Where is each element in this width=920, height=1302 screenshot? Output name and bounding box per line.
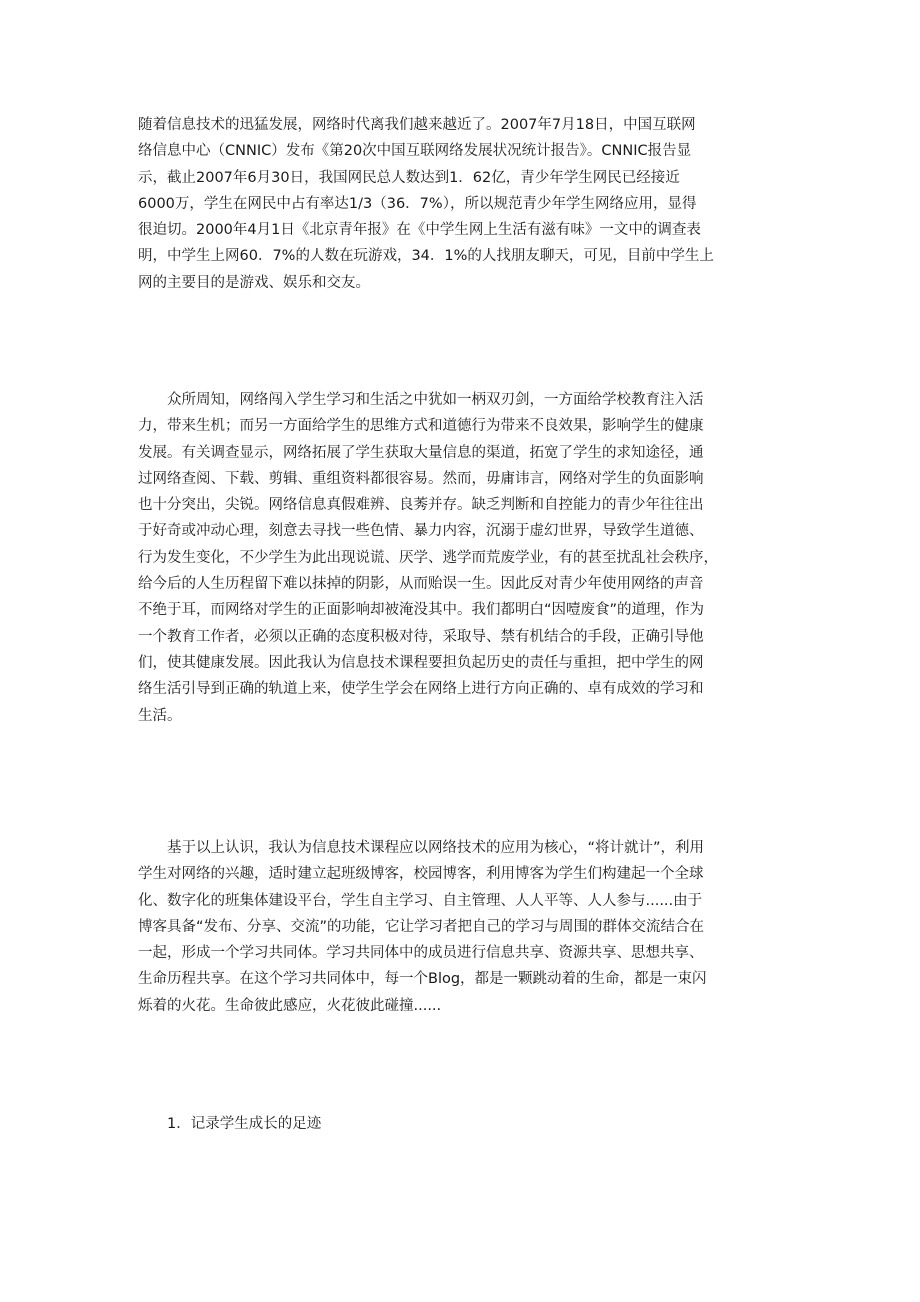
text-line: 烁着的火花。生命彼此感应，火花彼此碰撞...... xyxy=(138,997,442,1014)
text-line: 基于以上认识，我认为信息技术课程应以网络技术的应用为核心，“将计就计”，利用 xyxy=(138,840,705,856)
text-line: 也十分突出，尖锐。网络信息真假难辨、良莠并存。缺乏判断和自控能力的青少年往往出 xyxy=(138,497,704,514)
text-line: 络生活引导到正确的轨道上来，使学生学会在网络上进行方向正确的、卓有成效的学习和 xyxy=(138,681,704,698)
text-line: 络信息中心（CNNIC）发布《第20次中国互联网络发展状况统计报告》。CNNIC报告显 xyxy=(138,143,692,160)
text-line: 示，截止2007年6月30日，我国网民总人数达到1．62亿，青少年学生网民已经接近 xyxy=(138,169,680,186)
text-line: 学生对网络的兴趣，适时建立起班级博客，校园博客，利用博客为学生们构建起一个全球 xyxy=(138,866,704,883)
text-line: 随着信息技术的迅猛发展，网络时代离我们越来越近了。2007年7月18日，中国互联网 xyxy=(138,117,696,133)
text-line: 行为发生变化，不少学生为此出现说谎、厌学、逃学而荒废学业，有的甚至扰乱社会秩序， xyxy=(138,549,718,566)
text-line: 化、数字化的班集体建设平台，学生自主学习、自主管理、人人平等、人人参与......由于 xyxy=(138,892,703,909)
section-heading xyxy=(138,1111,793,1137)
text-line: 于好奇或冲动心理，刻意去寻找一些色情、暴力内容，沉溺于虚幻世界，导致学生道德、 xyxy=(138,523,704,540)
heading-line: 1．记录学生成长的足迹 xyxy=(138,1116,322,1132)
text-line: 发展。有关调查显示，网络拓展了学生获取大量信息的渠道，拓宽了学生的求知途径，通 xyxy=(138,444,704,461)
text-line: 很迫切。2000年4月1日《北京青年报》在《中学生网上生活有滋有味》一文中的调查表 xyxy=(138,222,701,239)
text-line: 过网络查阅、下载、剪辑、重组资料都很容易。然而，毋庸讳言，网络对学生的负面影响 xyxy=(138,470,704,487)
text-line: 生命历程共享。在这个学习共同体中，每一个Blog，都是一颗跳动着的生命，都是一束闪 xyxy=(138,971,707,988)
text-line: 博客具备“发布、分享、交流”的功能，它让学习者把自己的学习与周围的群体交流结合在 xyxy=(138,918,705,935)
text-line: 给今后的人生历程留下难以抹掉的阴影，从而贻误一生。因此反对青少年使用网络的声音 xyxy=(138,576,704,593)
text-line: 们，使其健康发展。因此我认为信息技术课程要担负起历史的责任与重担，把中学生的网 xyxy=(138,654,704,671)
text-line: 众所周知，网络闯入学生学习和生活之中犹如一柄双刃剑，一方面给学校教育注入活 xyxy=(138,392,704,408)
text-line: 不绝于耳，而网络对学生的正面影响却被淹没其中。我们都明白“因噎废食”的道理，作为 xyxy=(138,602,705,619)
text-line: 网的主要目的是游戏、娱乐和交友。 xyxy=(138,274,370,291)
paragraph-double-edged-sword xyxy=(138,387,793,729)
paragraph-intro xyxy=(138,112,793,296)
text-line: 力，带来生机；而另一方面给学生的思维方式和道德行为带来不良效果，影响学生的健康 xyxy=(138,418,704,435)
text-line: 明，中学生上网60．7%的人数在玩游戏，34．1%的人找朋友聊天，可见，目前中学生上 xyxy=(138,248,714,265)
paragraph-blog-platform xyxy=(138,835,793,1019)
text-line: 一个教育工作者，必须以正确的态度积极对待，采取导、禁有机结合的手段，正确引导他 xyxy=(138,628,704,645)
text-line: 生活。 xyxy=(138,707,182,724)
text-line: 6000万，学生在网民中占有率达1/3（36．7%），所以规范青少年学生网络应用，显得 xyxy=(138,195,697,212)
text-line: 一起，形成一个学习共同体。学习共同体中的成员进行信息共享、资源共享、思想共享、 xyxy=(138,945,704,962)
